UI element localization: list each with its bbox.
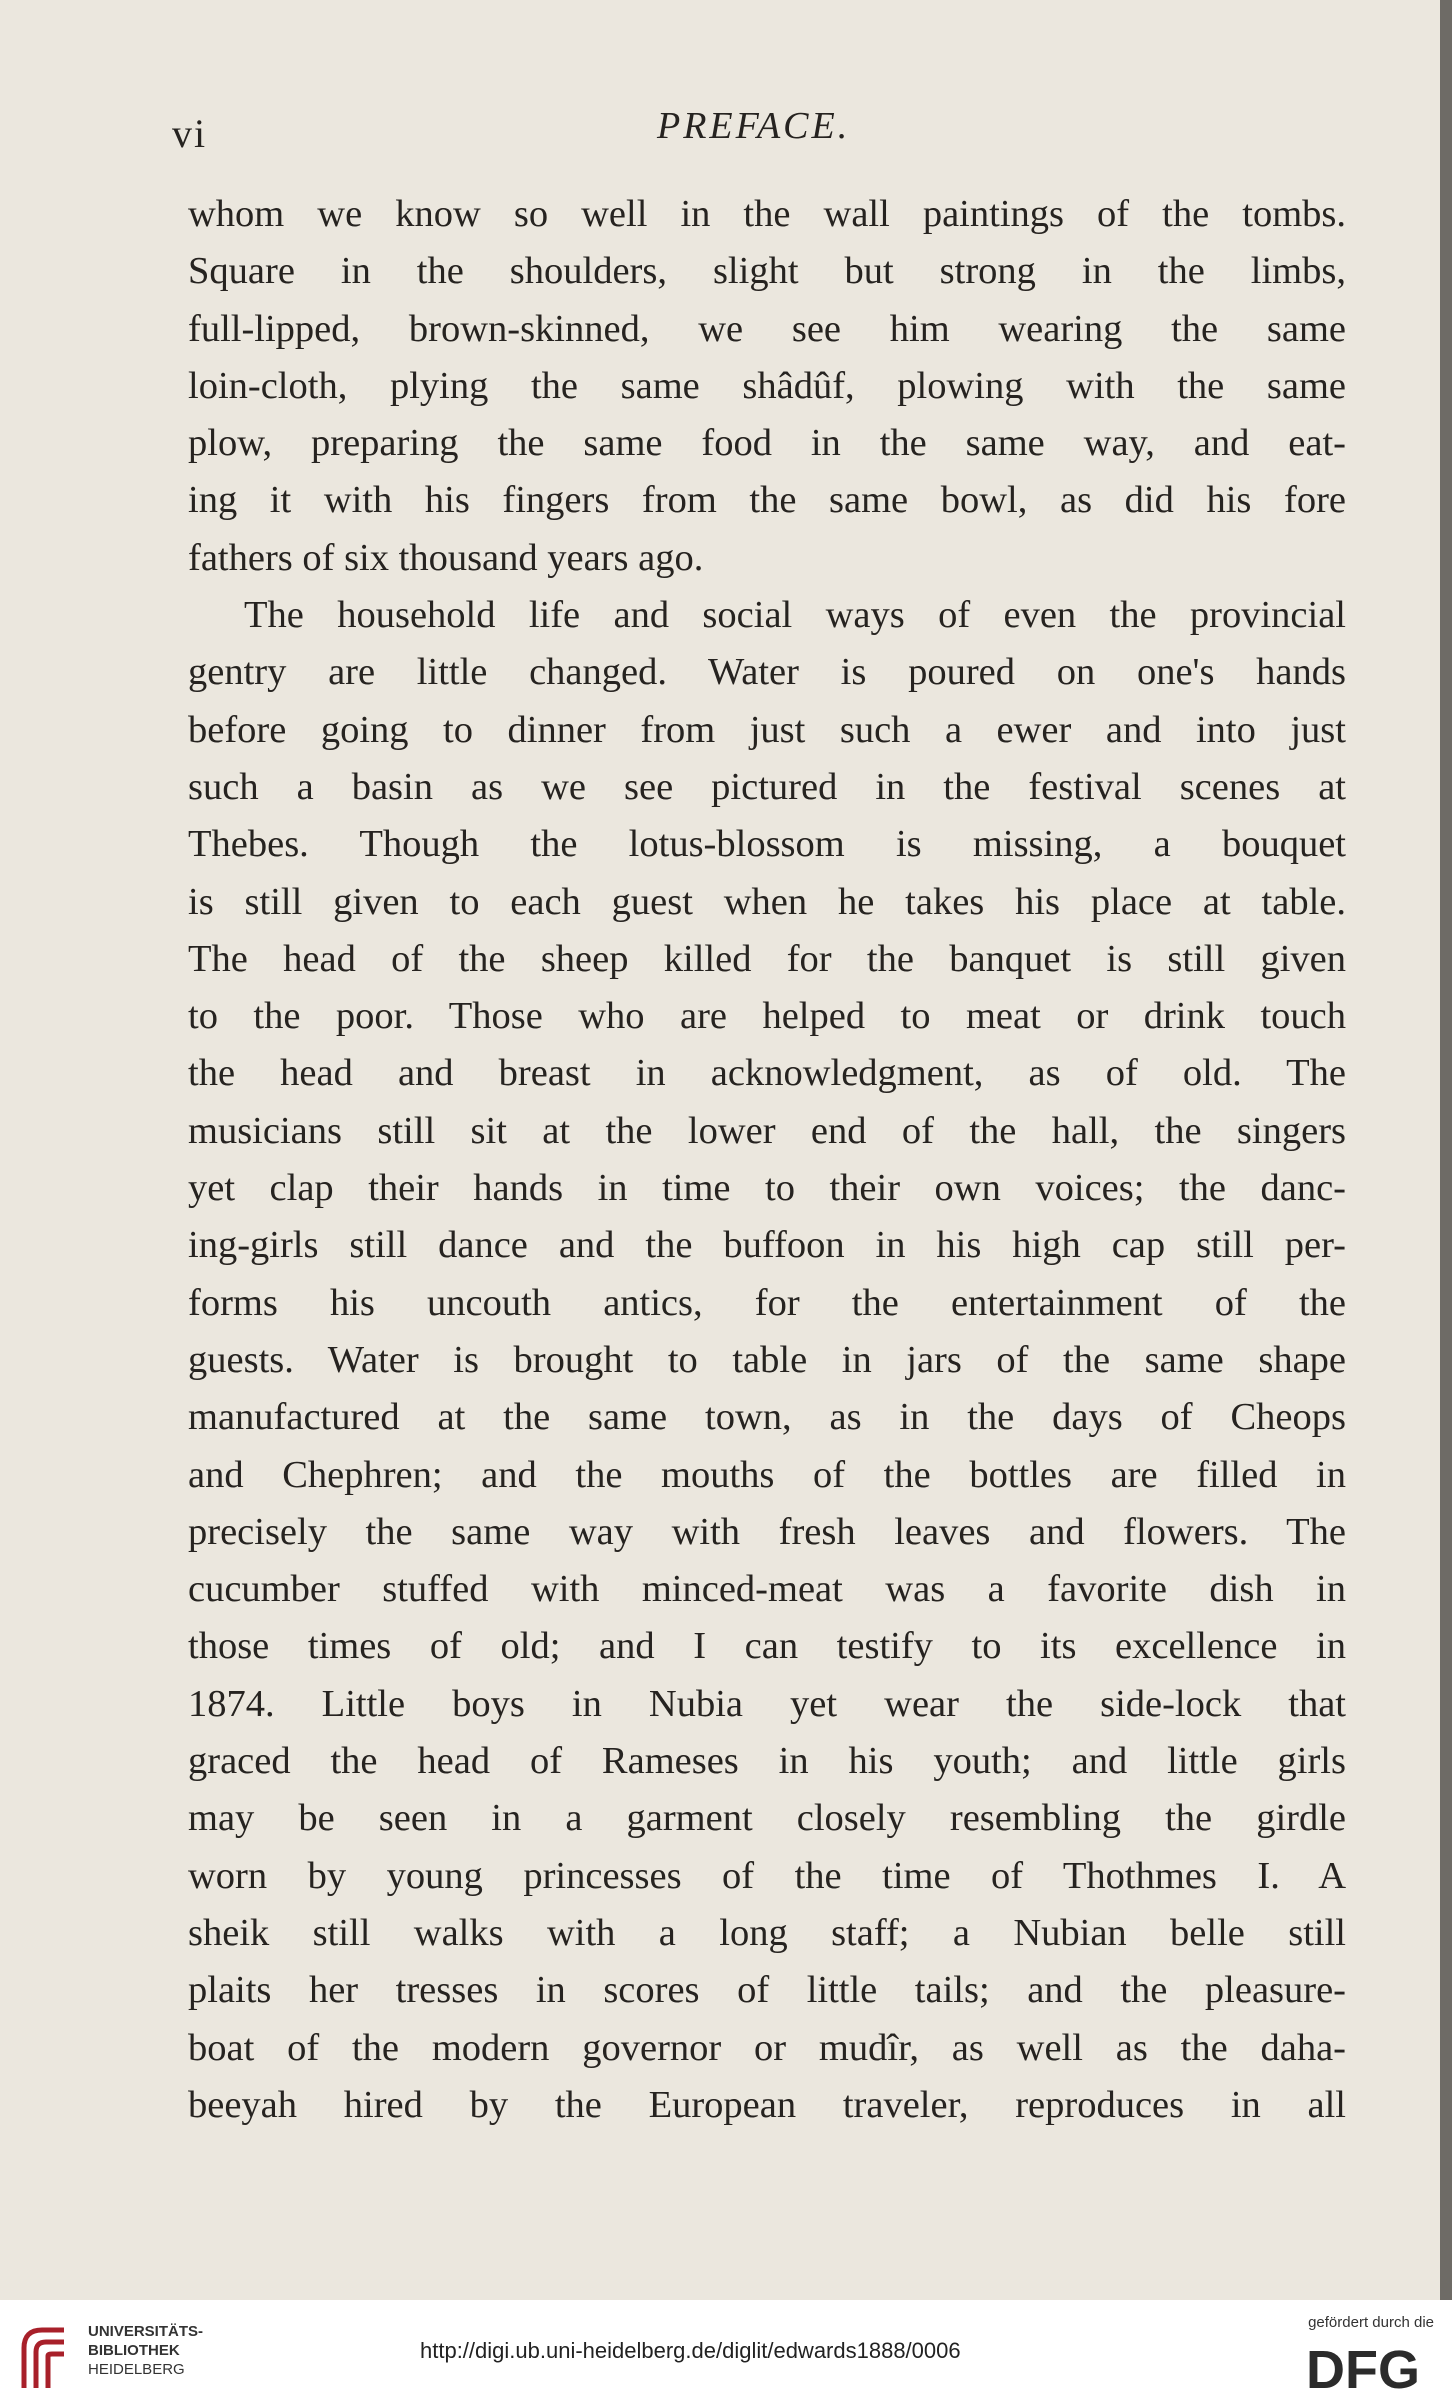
text-line: sheik still walks with a long staff; a Nubian belle still — [188, 1911, 1346, 1954]
text-line: loin-cloth, plying the same shâdûf, plowing with the same — [188, 364, 1346, 407]
university-library-name — [88, 2322, 203, 2379]
text-line: The head of the sheep killed for the banquet is still given — [188, 937, 1346, 980]
text-line: guests. Water is brought to table in jars of the same shape — [188, 1338, 1346, 1381]
text-line: gentry are little changed. Water is poured on one's hands — [188, 651, 1346, 694]
library-name-line: HEIDELBERG — [88, 2361, 185, 2378]
text-line: Square in the shoulders, slight but strong in the limbs, — [188, 250, 1346, 293]
text-line: boat of the modern governor or mudîr, as well as the daha- — [188, 2026, 1346, 2069]
text-line: plow, preparing the same food in the same way, and eat- — [188, 422, 1346, 465]
dfg-logo-icon — [1288, 2338, 1438, 2396]
text-line: beeyah hired by the European traveler, reproduces in all — [188, 2083, 1346, 2126]
text-line: full-lipped, brown-skinned, we see him wearing the same — [188, 307, 1346, 350]
text-line: forms his uncouth antics, for the entertainment of the — [188, 1281, 1346, 1324]
page-number: vi — [172, 111, 208, 156]
running-head — [172, 98, 1342, 158]
text-line: ing-girls still dance and the buffoon in his high cap still per- — [188, 1224, 1346, 1267]
digitization-footer — [0, 2300, 1452, 2407]
text-line: to the poor. Those who are helped to meat or drink touch — [188, 995, 1346, 1038]
text-line: fathers of six thousand years ago. — [188, 536, 704, 579]
library-name-line: UNIVERSITÄTS- — [88, 2323, 204, 2340]
text-line: ing it with his fingers from the same bowl, as did his fore — [188, 479, 1346, 522]
text-line: 1874. Little boys in Nubia yet wear the side-lock that — [188, 1682, 1346, 1725]
text-line: manufactured at the same town, as in the days of Cheops — [188, 1396, 1346, 1439]
text-line: yet clap their hands in time to their own voices; the danc- — [188, 1167, 1346, 1210]
text-line: precisely the same way with fresh leaves and flowers. The — [188, 1510, 1346, 1553]
text-line: Thebes. Though the lotus-blossom is missing, a bouquet — [188, 823, 1346, 866]
text-line: plaits her tresses in scores of little tails; and the pleasure- — [188, 1969, 1346, 2012]
text-line: may be seen in a garment closely resembling the girdle — [188, 1797, 1346, 1840]
text-line: the head and breast in acknowledgment, as of old. The — [188, 1052, 1346, 1095]
text-line: whom we know so well in the wall paintings of the tombs. — [188, 193, 1346, 235]
text-line: graced the head of Rameses in his youth; and little girls — [188, 1740, 1346, 1783]
library-name-line: BIBLIOTHEK — [88, 2342, 180, 2359]
text-line: before going to dinner from just such a ewer and into just — [188, 708, 1346, 751]
page-edge-shadow — [1440, 0, 1452, 2300]
funded-by-text: gefördert durch die — [1308, 2314, 1434, 2331]
dfg-logo-text: DFG — [1306, 2340, 1420, 2396]
text-line: is still given to each guest when he takes his place at table. — [188, 880, 1346, 923]
text-line: such a basin as we see pictured in the festival scenes at — [188, 765, 1346, 808]
permalink-url[interactable]: http://digi.ub.uni-heidelberg.de/diglit/edwards1888/0006 — [420, 2338, 961, 2363]
text-line: those times of old; and I can testify to its excellence in — [188, 1625, 1346, 1668]
text-line: musicians still sit at the lower end of the hall, the singers — [188, 1109, 1346, 1152]
page-heading: PREFACE. — [657, 105, 851, 147]
text-line: worn by young princesses of the time of Thothmes I. A — [188, 1854, 1346, 1897]
text-line: and Chephren; and the mouths of the bottles are filled in — [188, 1453, 1346, 1496]
university-library-logo-icon — [14, 2318, 78, 2394]
text-line: cucumber stuffed with minced-meat was a favorite dish in — [188, 1568, 1346, 1611]
text-line: The household life and social ways of even the provincial — [244, 594, 1346, 637]
body-text — [188, 186, 1346, 2134]
